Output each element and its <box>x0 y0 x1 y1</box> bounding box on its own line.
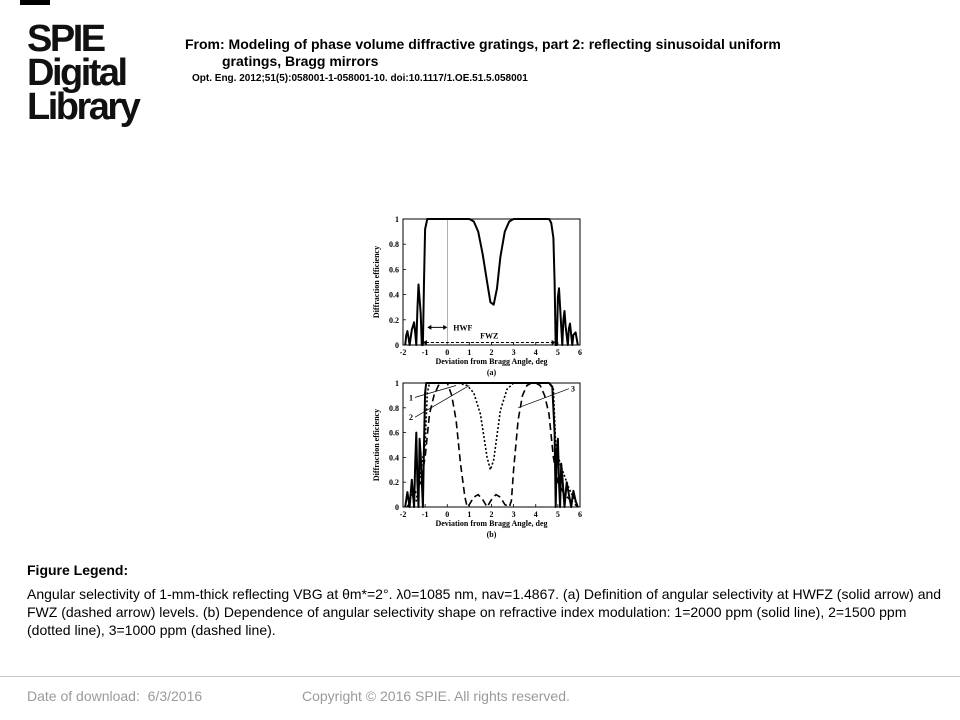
article-title <box>185 36 885 70</box>
chart-b-curve-label-2-leader <box>415 385 469 417</box>
chart-a-y-tick-label: 1 <box>395 215 399 224</box>
chart-b-y-tick-label: 0.8 <box>389 403 399 413</box>
article-title-line-1: From: Modeling of phase volume diffractive gratings, part 2: reflecting sinusoidal uniform <box>185 36 781 52</box>
spie-digital-library-logo <box>27 18 152 128</box>
chart-a-x-tick-label: 1 <box>467 348 472 357</box>
chart-b-curve-label-2: 2 <box>409 413 413 423</box>
chart-b-curve-label-1: 1 <box>409 393 413 403</box>
figure-legend-text: Angular selectivity of 1-mm-thick reflecting VBG at θm*=2°. λ0=1085 nm, nav=1.4867. (a) Definition of angular selectivity at HWFZ (solid arrow) and FWZ (dashed arrow) levels. (b) Dependence of angular selectivity shape on refractive index modulation: 1=2000 ppm (solid line), 2=1500 ppm (dotted line), 3=1000 ppm (dashed line). <box>27 586 942 638</box>
chart-b-x-tick-label: 0 <box>445 510 450 519</box>
chart-b-x-tick-label: -2 <box>399 510 407 519</box>
chart-b-panel-label: (b) <box>486 530 497 539</box>
chart-a-x-tick-label: -2 <box>399 348 407 357</box>
chart-a-x-tick-label: -1 <box>421 348 429 357</box>
logo-line-1: SPIE <box>27 18 104 60</box>
chart-b-y-tick-label: 0.4 <box>389 453 399 463</box>
chart-b-x-tick-label: 4 <box>533 510 538 519</box>
chart-a-y-tick-label: 0.2 <box>389 315 399 325</box>
chart-a-x-tick-label: 0 <box>445 348 450 357</box>
chart-a-annotation-hwf-arrowhead-right <box>443 325 447 330</box>
angular-selectivity-figure <box>365 208 595 548</box>
chart-panel-b <box>372 379 582 539</box>
article-citation: Opt. Eng. 2012;51(5):058001-1-058001-10. doi:10.1117/1.OE.51.5.058001 <box>192 73 528 84</box>
chart-a-annotation-hwf-arrowhead-left <box>427 325 431 330</box>
chart-b-x-tick-label: 6 <box>578 510 582 519</box>
chart-a-x-tick-label: 4 <box>533 348 538 357</box>
chart-a-x-tick-label: 6 <box>578 348 582 357</box>
chart-b-x-tick-label: 3 <box>511 510 516 519</box>
download-date-value: 6/3/2016 <box>147 688 203 704</box>
chart-a-panel-label: (a) <box>486 368 497 377</box>
chart-a-y-tick-label: 0.6 <box>389 265 399 275</box>
logo-line-3: Library <box>27 86 139 128</box>
chart-b-x-tick-label: 2 <box>489 510 494 519</box>
chart-b-y-axis-label: Diffraction efficiency <box>372 408 381 482</box>
download-date <box>27 688 202 704</box>
chart-b-y-tick-label: 1 <box>395 379 399 388</box>
chart-a-y-tick-label: 0 <box>395 341 399 350</box>
chart-a-x-tick-label: 5 <box>555 348 560 357</box>
top-accent-bar <box>20 0 50 5</box>
chart-b-x-tick-label: 5 <box>555 510 560 519</box>
download-date-label: Date of download: <box>27 688 140 704</box>
chart-b-x-axis-label: Deviation from Bragg Angle, deg <box>435 519 548 528</box>
chart-b-curve-label-3: 3 <box>571 384 575 394</box>
chart-a-annotation-fwz-label: FWZ <box>480 331 499 341</box>
chart-a-x-axis-label: Deviation from Bragg Angle, deg <box>435 357 548 366</box>
copyright-notice: Copyright © 2016 SPIE. All rights reserved. <box>302 688 570 704</box>
chart-b-x-tick-label: -1 <box>421 510 429 519</box>
chart-b-y-tick-label: 0.2 <box>389 478 399 488</box>
footer-divider <box>0 676 960 677</box>
chart-b-x-tick-label: 1 <box>467 510 472 519</box>
chart-a-y-tick-label: 0.8 <box>389 240 399 250</box>
figure-legend-title: Figure Legend: <box>27 562 129 578</box>
chart-a-annotation-hwf-label: HWF <box>453 323 473 333</box>
chart-a-y-axis-label: Diffraction efficiency <box>372 245 381 319</box>
chart-a-x-tick-label: 2 <box>489 348 494 357</box>
chart-a-x-tick-label: 3 <box>511 348 516 357</box>
logo-line-2: Digital <box>27 52 126 94</box>
article-title-line-2: gratings, Bragg mirrors <box>222 53 379 69</box>
chart-b-y-tick-label: 0.6 <box>389 428 399 438</box>
chart-b-y-tick-label: 0 <box>395 503 399 512</box>
chart-panel-a <box>372 215 582 377</box>
chart-a-y-tick-label: 0.4 <box>389 290 399 300</box>
